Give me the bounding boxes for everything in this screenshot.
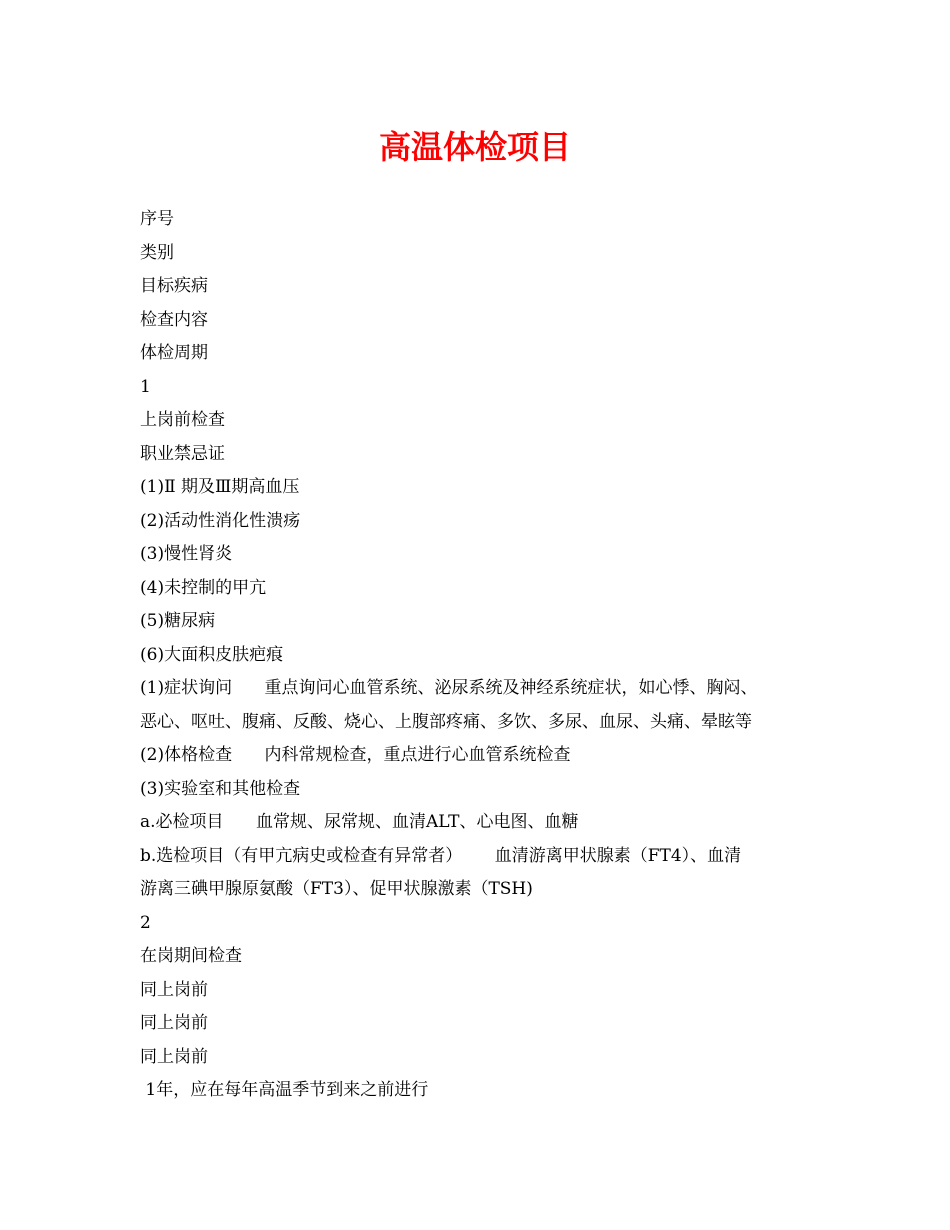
text-line: (2)体格检查 内科常规检查，重点进行心血管系统检查 [140, 745, 571, 765]
text-line: b.选检项目（有甲亢病史或检查有异常者） 血清游离甲状腺素（FT4）、血清 [140, 845, 742, 866]
text-line: (3)实验室和其他检查 [140, 778, 301, 799]
text-line: 同上岗前 [140, 1013, 208, 1033]
text-line: (2)活动性消化性溃疡 [140, 510, 301, 531]
document-title: 高温体检项目 [378, 128, 571, 166]
text-line: (1)Ⅱ 期及Ⅲ期高血压 [140, 477, 300, 497]
text-line: 目标疾病 [140, 276, 208, 296]
text-line: 在岗期间检查 [140, 946, 242, 966]
text-line: 游离三碘甲腺原氨酸（FT3）、促甲状腺激素（TSH) [140, 879, 533, 899]
text-line: (4)未控制的甲亢 [140, 577, 267, 598]
text-line: (6)大面积皮肤疤痕 [140, 644, 284, 665]
text-line: 职业禁忌证 [140, 443, 225, 464]
text-line: 同上岗前 [140, 979, 208, 1000]
text-line: 类别 [140, 242, 174, 263]
text-line: 1年，应在每年高温季节到来之前进行 [140, 1080, 429, 1100]
text-line: (5)糖尿病 [140, 611, 216, 631]
text-line: 恶心、呕吐、腹痛、反酸、烧心、上腹部疼痛、多饮、多尿、血尿、头痛、晕眩等 [140, 711, 752, 732]
text-line: 2 [140, 912, 151, 933]
text-line: 1 [140, 376, 151, 397]
document-body [140, 203, 830, 1108]
text-line: 体检周期 [140, 343, 208, 363]
text-line: (3)慢性肾炎 [140, 544, 233, 564]
text-line: (1)症状询问 重点询问心血管系统、泌尿系统及神经系统症状，如心悸、胸闷、 [140, 678, 758, 698]
text-line: a.必检项目 血常规、尿常规、血清ALT、心电图、血糖 [140, 812, 579, 832]
text-line: 检查内容 [140, 309, 208, 330]
text-line: 上岗前检查 [140, 410, 225, 430]
text-line: 序号 [140, 209, 174, 229]
text-line: 同上岗前 [140, 1046, 208, 1067]
